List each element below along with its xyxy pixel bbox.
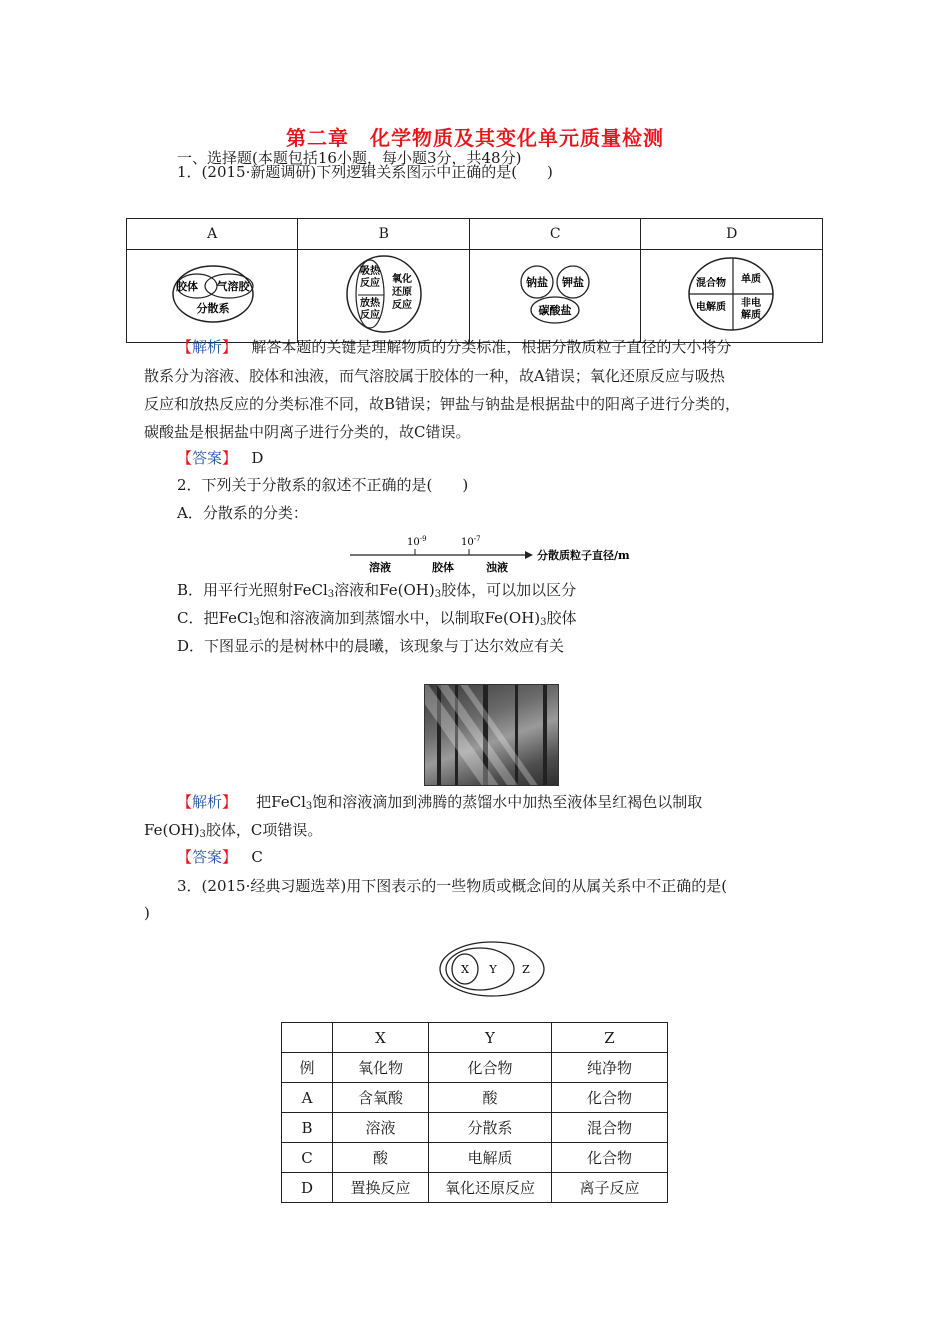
q1-diagram-d-cell — [641, 250, 823, 343]
answer-tag: 【答案】 — [177, 848, 238, 866]
q2-option-a: A．分散系的分类： — [177, 504, 308, 522]
q2-option-d: D．下图显示的是树林中的晨曦，该现象与丁达尔效应有关 — [177, 637, 565, 655]
analysis-tag-text: 解析 — [192, 793, 223, 811]
q1-stem: 1．(2015·新题调研)下列逻辑关系图示中正确的是( ) — [177, 163, 553, 181]
q1-analysis-line-4: 碳酸盐是根据盐中阴离子进行分类的，故C错误。 — [144, 423, 471, 441]
q2-stem: 2．下列关于分散系的叙述不正确的是( ) — [177, 476, 469, 494]
particle-size-axis — [345, 532, 655, 576]
table-cell: 酸 — [333, 1143, 429, 1173]
analysis-text: 解答本题的关键是理解物质的分类标准，根据分散质粒子直径的大小将分 — [251, 338, 732, 356]
venn-diagram-d — [641, 250, 821, 338]
label-redox-1: 氧化 — [392, 274, 413, 285]
label-endothermic-1: 吸热 — [360, 266, 381, 277]
table-cell: 离子反应 — [552, 1173, 668, 1203]
table-cell: 氧化物 — [333, 1053, 429, 1083]
venn-diagram-a — [127, 250, 297, 338]
page-title: 第二章 化学物质及其变化单元质量检测 — [286, 126, 664, 150]
table-cell: 例 — [282, 1053, 333, 1083]
table-cell: B — [282, 1113, 333, 1143]
q1-diagram-c-cell — [469, 250, 640, 343]
table-header-cell: Z — [552, 1023, 668, 1053]
q1-analysis-line-2: 散系分为溶液、胶体和浊液，而气溶胶属于胶体的一种，故A错误；氧化还原反应与吸热 — [144, 367, 725, 385]
label-colloid: 胶体 — [176, 280, 198, 293]
label-potassium-salt: 钾盐 — [561, 276, 584, 289]
label-exothermic-2: 反应 — [360, 310, 381, 321]
label-nonelectrolyte-1: 非电 — [741, 298, 762, 309]
table-cell: 氧化还原反应 — [429, 1173, 552, 1203]
q1-header-d: D — [641, 219, 823, 250]
table-row — [282, 1143, 668, 1173]
table-row — [282, 1083, 668, 1113]
analysis-tag: 【解析】 — [177, 338, 238, 356]
table-header-cell: X — [333, 1023, 429, 1053]
table-cell: 化合物 — [429, 1053, 552, 1083]
q2-option-c: C．把FeCl$_3$饱和溶液滴加到蒸馏水中，以制取$Fe(OH)_3$胶体 — [177, 609, 577, 628]
venn-diagram-b — [298, 250, 468, 338]
section-heading: 一、选择题(本题包括16小题，每小题3分，共48分) — [177, 149, 522, 167]
table-row — [282, 1113, 668, 1143]
label-endothermic-2: 反应 — [360, 278, 381, 289]
table-cell: 化合物 — [552, 1143, 668, 1173]
label-electrolyte: 电解质 — [696, 302, 727, 313]
answer-value: C — [251, 848, 263, 866]
label-carbonate: 碳酸盐 — [538, 304, 572, 317]
label-mixture: 混合物 — [696, 278, 727, 289]
table-header-row — [282, 1023, 668, 1053]
axis-label: 分散质粒子直径/m — [537, 549, 630, 562]
table-cell: 分散系 — [429, 1113, 552, 1143]
label-z: Z — [522, 963, 530, 976]
label-x: X — [461, 963, 469, 976]
nested-set-diagram — [436, 938, 548, 1000]
q1-header-b: B — [298, 219, 469, 250]
table-header-cell — [282, 1023, 333, 1053]
table-cell: 混合物 — [552, 1113, 668, 1143]
table-cell: D — [282, 1173, 333, 1203]
table-header-cell: Y — [429, 1023, 552, 1053]
q1-diagram-a-cell — [127, 250, 298, 343]
q2-analysis-line-2: $Fe(OH)_3$胶体，C项错误。 — [144, 821, 323, 840]
q1-option-table — [126, 218, 823, 343]
label-nonelectrolyte-2: 解质 — [741, 310, 762, 321]
q1-answer — [177, 448, 263, 468]
table-cell: 化合物 — [552, 1083, 668, 1113]
q2-option-b: B．用平行光照射FeCl$_3$溶液和$Fe(OH)_3$胶体，可以加以区分 — [177, 581, 577, 600]
venn-diagram-c — [470, 250, 640, 338]
label-redox-2: 还原 — [392, 287, 413, 298]
analysis-tag-text: 解析 — [192, 338, 223, 356]
table-cell: 酸 — [429, 1083, 552, 1113]
region-solution: 溶液 — [369, 561, 391, 574]
label-sodium-salt: 钠盐 — [525, 276, 548, 289]
table-cell: C — [282, 1143, 333, 1173]
q1-analysis-line-3: 反应和放热反应的分类标准不同，故B错误；钾盐与钠盐是根据盐中的阳离子进行分类的， — [144, 395, 741, 413]
label-element: 单质 — [741, 274, 762, 285]
analysis-tag: 【解析】 — [177, 793, 238, 811]
label-dispersion-system: 分散系 — [196, 302, 230, 315]
label-aerosol: 气溶胶 — [216, 280, 250, 293]
q1-header-c: C — [469, 219, 640, 250]
answer-tag: 【答案】 — [177, 449, 238, 467]
region-suspension: 浊液 — [486, 561, 508, 574]
table-cell: 纯净物 — [552, 1053, 668, 1083]
q3-stem-line-2: ) — [144, 904, 150, 922]
label-redox-3: 反应 — [392, 300, 413, 311]
tick-label-1: $10^{-9}$ — [407, 535, 427, 548]
label-y: Y — [489, 963, 497, 976]
answer-tag-text: 答案 — [192, 449, 223, 467]
answer-tag-text: 答案 — [192, 848, 223, 866]
q2-answer — [177, 847, 263, 867]
q1-diagram-b-cell — [298, 250, 469, 343]
table-row — [282, 1053, 668, 1083]
table-cell: 溶液 — [333, 1113, 429, 1143]
table-cell: 电解质 — [429, 1143, 552, 1173]
q1-analysis-line-1 — [177, 337, 731, 357]
q1-header-a: A — [127, 219, 298, 250]
table-row — [282, 1173, 668, 1203]
forest-morning-light-image — [424, 684, 559, 786]
label-exothermic-1: 放热 — [360, 298, 381, 309]
q3-relation-table — [281, 1022, 668, 1203]
table-cell: 置换反应 — [333, 1173, 429, 1203]
q2-analysis-line-1: 【解析】 把FeCl$_3$饱和溶液滴加到沸腾的蒸馏水中加热至液体呈红褐色以制取 — [177, 793, 703, 812]
answer-value: D — [251, 449, 264, 467]
q3-stem-line-1: 3．(2015·经典习题选萃)用下图表示的一些物质或概念间的从属关系中不正确的是( — [177, 877, 728, 895]
region-colloid: 胶体 — [432, 561, 454, 574]
tick-label-2: $10^{-7}$ — [461, 535, 481, 548]
table-cell: 含氧酸 — [333, 1083, 429, 1113]
table-cell: A — [282, 1083, 333, 1113]
